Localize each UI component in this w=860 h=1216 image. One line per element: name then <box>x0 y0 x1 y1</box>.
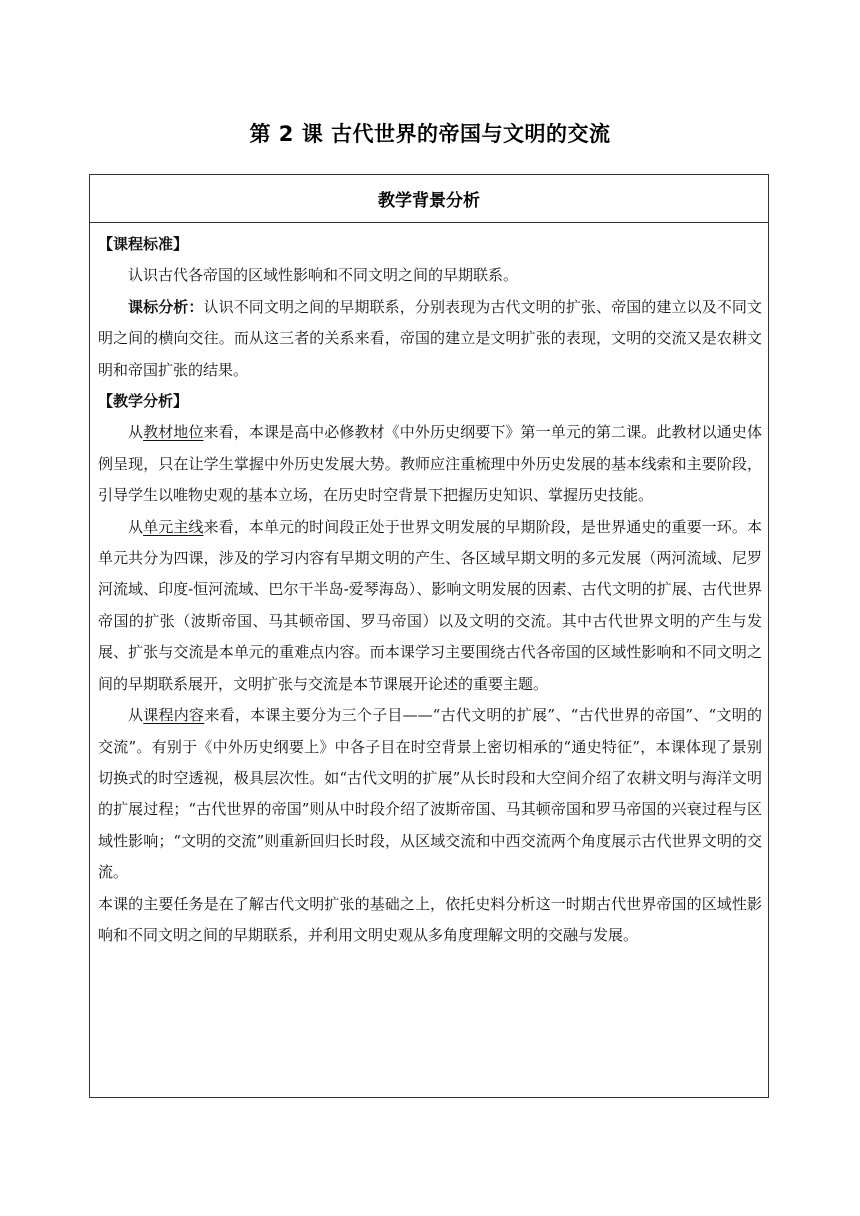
paragraph-prefix: 从 <box>128 517 144 536</box>
course-content-paragraph <box>98 700 762 888</box>
keyword-course-content: 课程内容 <box>143 706 205 725</box>
textbook-position-paragraph <box>98 417 762 511</box>
standard-analysis-paragraph <box>98 292 762 386</box>
keyword-unit-mainline: 单元主线 <box>143 517 204 536</box>
standard-analysis-label: 课标分析： <box>128 297 204 316</box>
paragraph-text: 来看，本单元的时间段正处于世界文明发展的早期阶段，是世界通史的重要一环。本单元共分为四课，涉及的学习内容有早期文明的产生、各区域早期文明的多元发展（两河流域、尼罗河流域、印度-恒河流域、巴尔干半岛-爱琴海岛）、影响文明发展的因素、古代文明的扩展、古代世界帝国的扩张（波斯帝国、马其顿帝国、罗马帝国）以及文明的交流。其中古代世界文明的产生与发展、扩张与交流是本单元的重难点内容。而本课学习主要围绕古代各帝国的区域性影响和不同文明之间的早期联系展开，文明扩张与交流是本节课展开论述的重要主题。 <box>98 517 762 693</box>
paragraph-prefix: 从 <box>128 706 144 725</box>
paragraph-prefix: 从 <box>128 423 144 442</box>
document-title: 第 2 课 古代世界的帝国与文明的交流 <box>249 122 611 146</box>
keyword-textbook-position: 教材地位 <box>143 423 204 442</box>
paragraph-text: 来看，本课是高中必修教材《中外历史纲要下》第一单元的第二课。此教材以通史体例呈现，只在让学生掌握中外历史发展大势。教师应注重梳理中外历史发展的基本线索和主要阶段，引导学生以唯物史观的基本立场，在历史时空背景下把握历史知识、掌握历史技能。 <box>98 423 762 505</box>
table-header: 教学背景分析 <box>90 175 768 223</box>
paragraph-text: 来看，本课主要分为三个子目——“古代文明的扩展”、“古代世界的帝国”、“文明的交流”。有别于《中外历史纲要上》中各子目在时空背景上密切相承的“通史特征”，本课体现了景别切换式的时空透视，极具层次性。如“古代文明的扩展”从长时段和大空间介绍了农耕文明与海洋文明的扩展过程；“古代世界的帝国”则从中时段介绍了波斯帝国、马其顿帝国和罗马帝国的兴衰过程与区域性影响；“文明的交流”则重新回归长时段，从区域交流和中西交流两个角度展示古代世界文明的交流。 <box>98 706 762 882</box>
standard-analysis-text: 认识不同文明之间的早期联系，分别表现为古代文明的扩张、帝国的建立以及不同文明之间的横向交往。而从这三者的关系来看，帝国的建立是文明扩张的表现，文明的交流又是农耕文明和帝国扩张的结果。 <box>98 297 762 379</box>
unit-mainline-paragraph <box>98 512 762 700</box>
main-task-paragraph: 本课的主要任务是在了解古代文明扩张的基础之上，依托史料分析这一时期古代世界帝国的区域性影响和不同文明之间的早期联系，并利用文明史观从多角度理解文明的交融与发展。 <box>98 894 762 944</box>
background-analysis-table <box>89 174 769 1098</box>
course-standard-text: 认识古代各帝国的区域性影响和不同文明之间的早期联系。 <box>128 266 519 285</box>
course-standard-heading: 【课程标准】 <box>98 235 189 253</box>
table-body <box>90 223 768 951</box>
teaching-analysis-heading: 【教学分析】 <box>98 392 189 411</box>
